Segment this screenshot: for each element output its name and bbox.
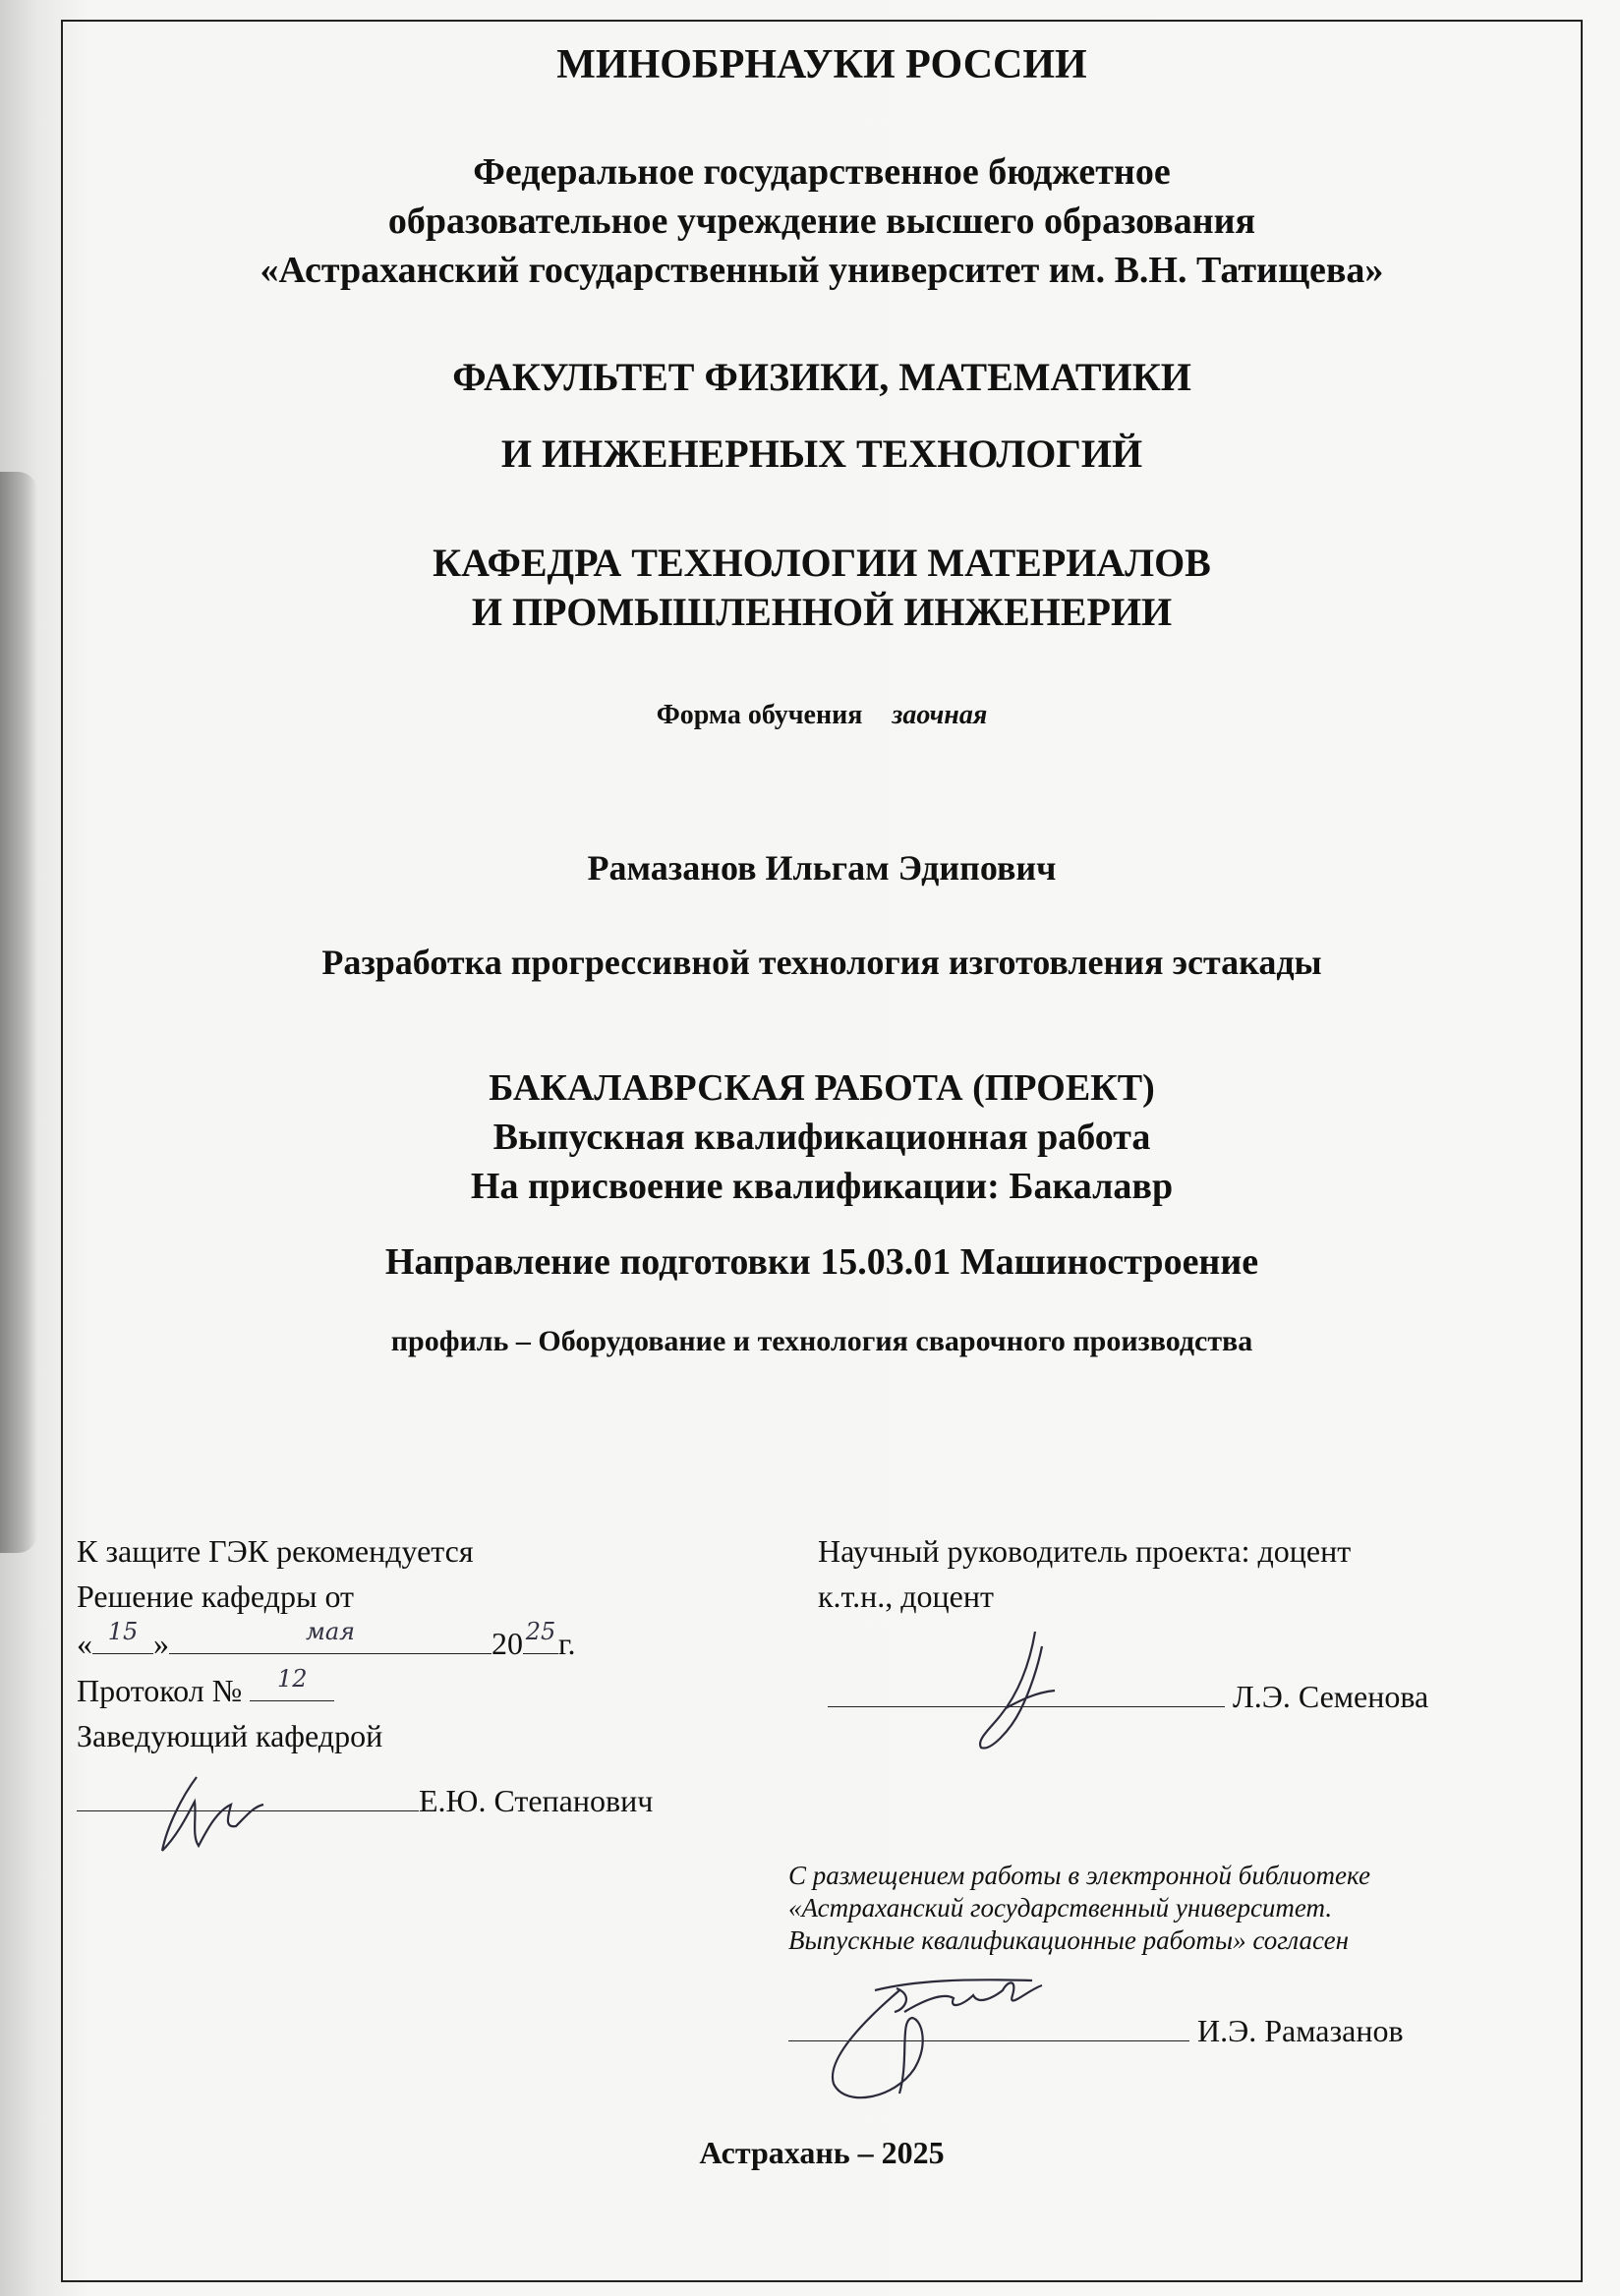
study-form-value: заочная xyxy=(892,700,988,730)
date-day-handwritten: 15 xyxy=(107,1618,139,1645)
supervisor-degree: к.т.н., доцент xyxy=(818,1578,994,1614)
protocol-line xyxy=(77,1665,334,1710)
date-year-prefix: 20 xyxy=(492,1626,523,1661)
faculty-line: ФАКУЛЬТЕТ ФИЗИКИ, МАТЕМАТИКИ xyxy=(452,355,1191,399)
institution-line: Федеральное государственное бюджетное xyxy=(473,151,1171,193)
thesis-topic: Разработка прогрессивной технология изготовления эстакады xyxy=(321,943,1322,982)
study-form-label: Форма обучения xyxy=(656,700,863,730)
city-year: Астрахань – 2025 xyxy=(699,2135,945,2170)
date-year-handwritten: 25 xyxy=(525,1618,556,1645)
faculty-line: И ИНЖЕНЕРНЫХ ТЕХНОЛОГИЙ xyxy=(500,431,1143,476)
date-month-field xyxy=(169,1618,492,1654)
protocol-number-handwritten: 12 xyxy=(276,1665,308,1693)
institution-line: «Астраханский государственный университет им. В.Н. Татищева» xyxy=(260,250,1384,291)
protocol-label: Протокол № xyxy=(77,1673,243,1708)
scan-binding-shadow xyxy=(0,472,37,1553)
decision-line: Решение кафедры от xyxy=(77,1578,354,1614)
work-type-block xyxy=(61,1063,1583,1211)
supervisor-signature-line xyxy=(828,1677,1428,1716)
student-signature-icon xyxy=(806,1951,1160,2128)
work-qualification: На присвоение квалификации: Бакалавр xyxy=(470,1166,1174,1207)
department-line: КАФЕДРА ТЕХНОЛОГИИ МАТЕРИАЛОВ xyxy=(433,541,1211,585)
date-month-handwritten: мая xyxy=(305,1618,356,1645)
head-name: Е.Ю. Степанович xyxy=(419,1783,654,1818)
study-direction: Направление подготовки 15.03.01 Машиностроение xyxy=(384,1241,1259,1283)
work-type: БАКАЛАВРСКАЯ РАБОТА (ПРОЕКТ) xyxy=(489,1067,1155,1109)
study-form xyxy=(61,700,1583,731)
head-label: Заведующий кафедрой xyxy=(77,1718,383,1753)
supervisor-signature-icon xyxy=(961,1622,1070,1769)
ministry-heading: МИНОБРНАУКИ РОССИИ xyxy=(556,42,1087,87)
consent-line: «Астраханский государственный университет. xyxy=(788,1893,1333,1923)
consent-line: С размещением работы в электронной библиотеке xyxy=(788,1861,1370,1890)
institution-block xyxy=(61,147,1583,295)
study-profile: профиль – Оборудование и технология сварочного производства xyxy=(390,1325,1253,1357)
decision-date xyxy=(77,1618,576,1663)
department-block xyxy=(61,539,1583,637)
head-signature-icon xyxy=(138,1757,275,1885)
date-open-quote: « xyxy=(77,1626,92,1661)
institution-line: образовательное учреждение высшего образования xyxy=(387,201,1256,242)
date-close-quote: » xyxy=(153,1626,169,1661)
student-name: И.Э. Рамазанов xyxy=(1197,2013,1404,2048)
date-day-field xyxy=(92,1618,153,1654)
protocol-number-field xyxy=(250,1665,334,1701)
recommend-line: К защите ГЭК рекомендуется xyxy=(77,1533,474,1569)
work-subtitle: Выпускная квалификационная работа xyxy=(492,1117,1151,1158)
supervisor-name: Л.Э. Семенова xyxy=(1233,1679,1429,1714)
faculty-block xyxy=(61,339,1583,492)
date-suffix: г. xyxy=(558,1626,576,1661)
supervisor-label: Научный руководитель проекта: доцент xyxy=(818,1533,1352,1569)
consent-line: Выпускные квалификационные работы» согласен xyxy=(788,1925,1350,1955)
department-line: И ПРОМЫШЛЕННОЙ ИНЖЕНЕРИИ xyxy=(471,590,1173,634)
author-name: Рамазанов Ильгам Эдипович xyxy=(587,848,1057,888)
date-year-field xyxy=(523,1618,558,1654)
